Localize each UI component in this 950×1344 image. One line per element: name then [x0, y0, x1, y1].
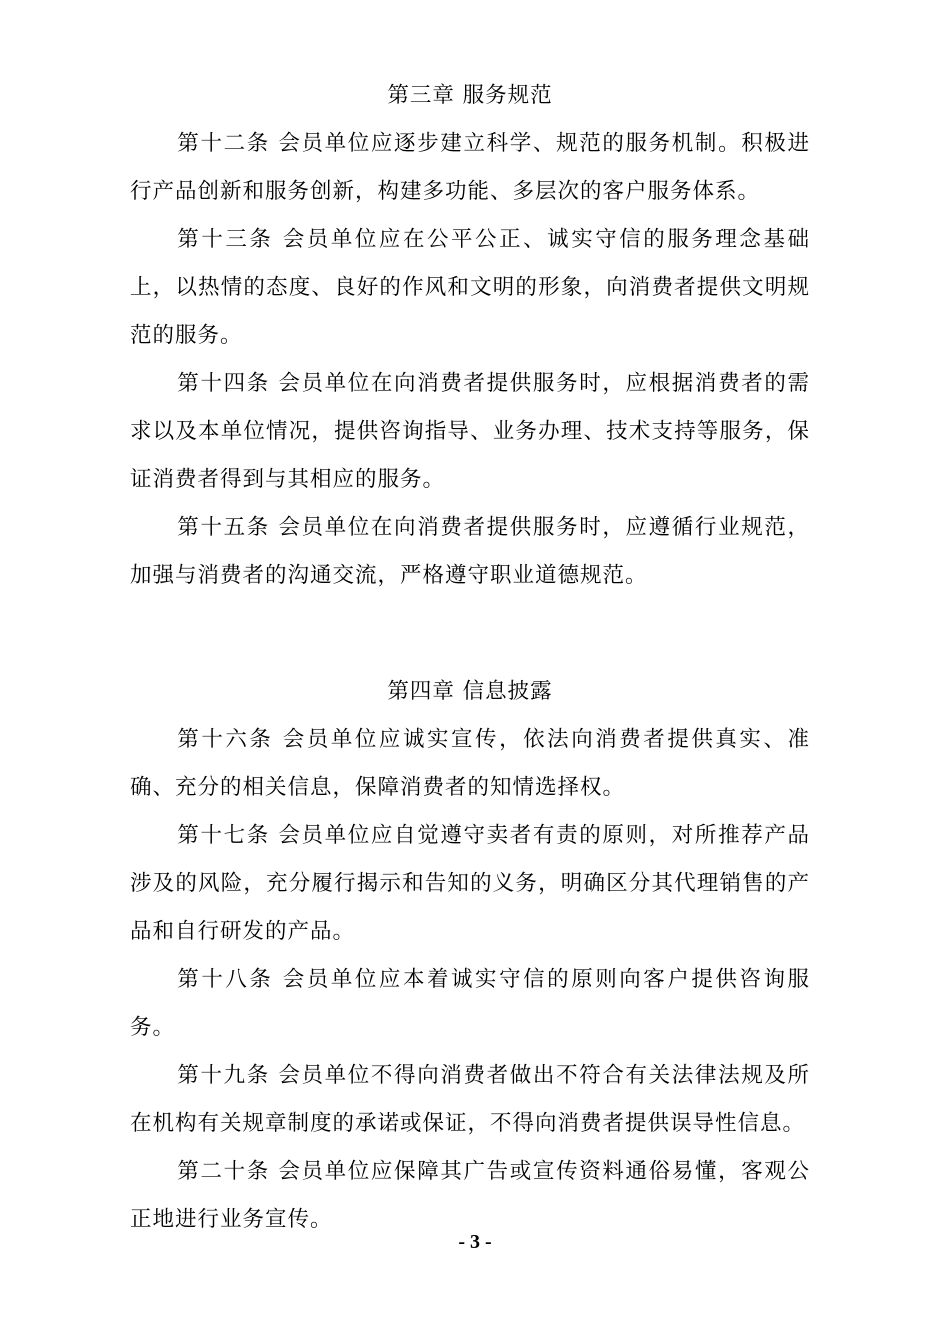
article-13: 第十三条 会员单位应在公平公正、诚实守信的服务理念基础上，以热情的态度、良好的作风和文明的形象，向消费者提供文明规范的服务。 [130, 227, 810, 348]
article-16: 第十六条 会员单位应诚实宣传，依法向消费者提供真实、准确、充分的相关信息，保障消费者的知情选择权。 [130, 727, 810, 800]
article-14: 第十四条 会员单位在向消费者提供服务时，应根据消费者的需求以及本单位情况，提供咨询指导、业务办理、技术支持等服务，保证消费者得到与其相应的服务。 [130, 371, 810, 492]
article-15: 第十五条 会员单位在向消费者提供服务时，应遵循行业规范，加强与消费者的沟通交流，严格遵守职业道德规范。 [130, 515, 810, 588]
article-20: 第二十条 会员单位应保障其广告或宣传资料通俗易懂，客观公正地进行业务宣传。 [130, 1159, 810, 1232]
article-12: 第十二条 会员单位应逐步建立科学、规范的服务机制。积极进行产品创新和服务创新，构建多功能、多层次的客户服务体系。 [130, 131, 810, 204]
chapter-four-section [130, 668, 810, 1244]
page-number: - 3 - [458, 1231, 492, 1253]
article-17: 第十七条 会员单位应自觉遵守卖者有责的原则，对所推荐产品涉及的风险，充分履行揭示和告知的义务，明确区分其代理销售的产品和自行研发的产品。 [130, 823, 810, 944]
chapter-three-section [130, 72, 810, 600]
chapter-title: 第三章 服务规范 [387, 83, 553, 108]
chapter-title: 第四章 信息披露 [387, 679, 553, 704]
article-18: 第十八条 会员单位应本着诚实守信的原则向客户提供咨询服务。 [130, 967, 810, 1040]
article-19: 第十九条 会员单位不得向消费者做出不符合有关法律法规及所在机构有关规章制度的承诺或保证，不得向消费者提供误导性信息。 [130, 1063, 810, 1136]
